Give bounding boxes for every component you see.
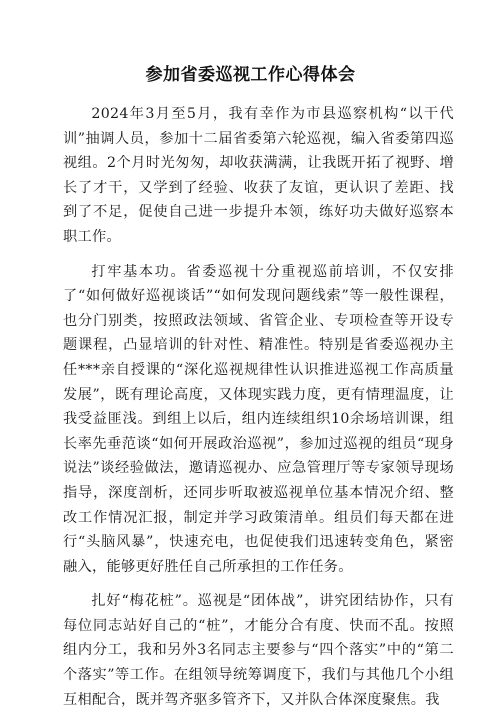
document-title: 参加省委巡视工作心得体会 [145,65,356,85]
paragraph-intro: 2024年3月至5月，我有幸作为市县巡察机构“以干代训”抽调人员，参加十二届省委第六轮巡视，编入省委第四巡视组。2个月时光匆匆，却收获满满，让我既开拓了视野、增长了才干，又学到了经验、收获了友谊，更认识了差距、找到了不足，促使自己进一步提升本领，练好功夫做好巡察本职工作。 [63,106,454,245]
paragraph-training: 打牢基本功。省委巡视十分重视巡前培训，不仅安排了“如何做好巡视谈话”“如何发现问题线索”等一般性课程，也分门别类，按照政法领域、省管企业、专项检查等开设专题课程，凸显培训的针对性、精准性。特别是省委巡视办主任***亲自授课的“深化巡视规律性认识推进巡视工作高质量发展”，既有理论高度，又体现实践力度，更有情理温度，让我受益匪浅。到组上以后，组内连续组织10余场培训课，组长率先垂范谈“如何开展政治巡视”，参加过巡视的组员“现身说法”谈经验做法，邀请巡视办、应急管理厅等专家领导现场指导，深度剖析，还同步听取被巡视单位基本情况介绍、整改工作情况汇报，制定并学习政策清单。组员们每天都在进行“头脑风暴”，快速充电，也促使我们迅速转变角色，紧密融入，能够更好胜任自己所承担的工作任务。 [63,263,454,575]
paragraph-teamwork: 扎好“梅花桩”。巡视是“团体战”，讲究团结协作，只有每位同志站好自己的“桩”，才能分合有度、快而不乱。按照组内分工，我和另外3名同志主要参与“四个落实”中的“第二个落实”等工作。在组领导统筹调度下，我们与其他几个小组互相配合，既并驾齐驱多管齐下，又并队合体深度聚焦。我 [63,593,454,708]
